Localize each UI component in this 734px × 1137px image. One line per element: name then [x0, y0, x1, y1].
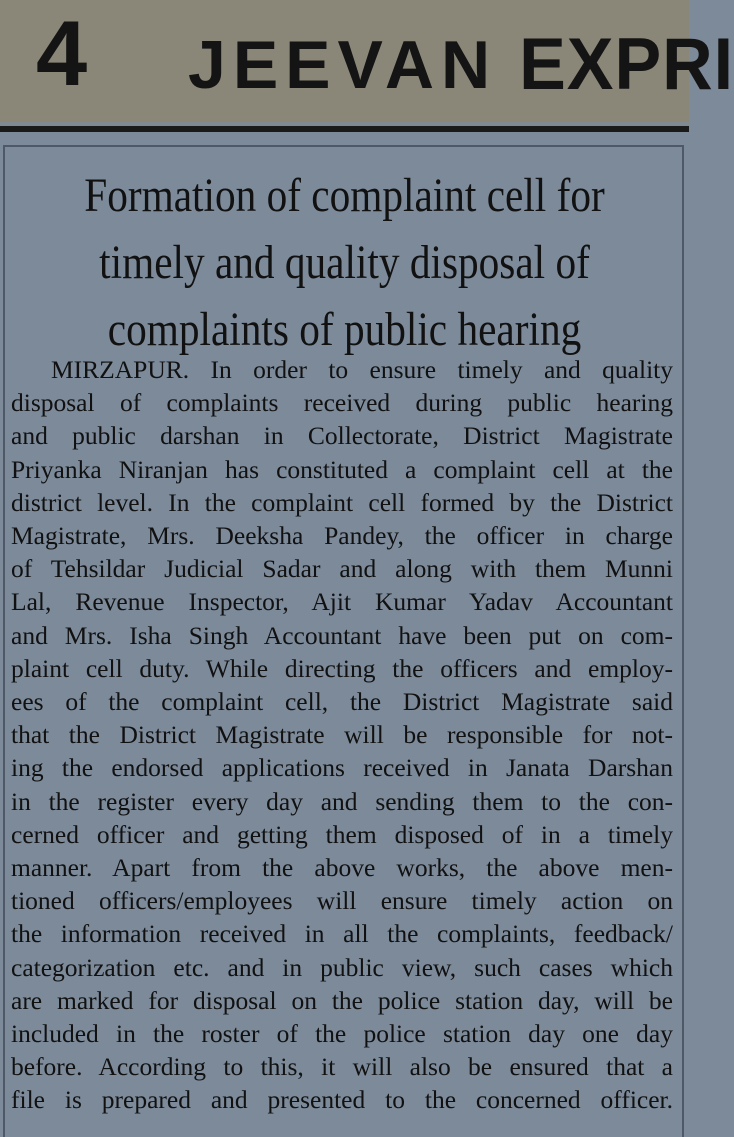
body-line: plaint cell duty. While directing the officers and employ- — [11, 653, 673, 683]
body-line: in the register every day and sending them to the con- — [11, 786, 673, 816]
newspaper-name — [188, 22, 734, 126]
body-line: cerned officer and getting them disposed of in a timely — [11, 819, 673, 849]
body-line: district level. In the complaint cell formed by the District — [11, 487, 673, 517]
article-headline — [48, 162, 641, 363]
body-line: tioned officers/employees will ensure timely action on — [11, 886, 673, 916]
body-line: ing the endorsed applications received in Janata Darshan — [11, 753, 673, 783]
masthead-rule — [0, 126, 689, 132]
body-line: manner. Apart from the above works, the above men- — [11, 853, 673, 883]
page-number: 4 — [36, 3, 88, 105]
headline-line: complaints of public hearing — [107, 303, 582, 356]
body-line: file is prepared and presented to the concerned officer. — [11, 1085, 673, 1115]
body-line: Priyanka Niranjan has constituted a complaint cell at the — [11, 454, 673, 484]
body-line: before. According to this, it will also be ensured that a — [11, 1052, 673, 1082]
masthead — [0, 0, 734, 122]
article-body — [11, 353, 673, 1117]
body-line: that the District Magistrate will be responsible for not- — [11, 720, 673, 750]
body-line: categorization etc. and in public view, such cases which — [11, 952, 673, 982]
newspaper-name-word2: EXPRI — [519, 23, 734, 105]
headline-line: timely and quality disposal of — [99, 236, 590, 289]
body-line: disposal of complaints received during public hearing — [11, 388, 673, 418]
body-line: MIRZAPUR. In order to ensure timely and quality — [51, 355, 673, 384]
body-line: Magistrate, Mrs. Deeksha Pandey, the officer in charge — [11, 521, 673, 551]
body-line: the information received in all the complaints, feedback/ — [11, 919, 673, 949]
headline-line: Formation of complaint cell for — [84, 169, 605, 222]
body-line: ees of the complaint cell, the District Magistrate said — [11, 687, 673, 717]
body-line: are marked for disposal on the police station day, will be — [11, 985, 673, 1015]
body-line: and public darshan in Collectorate, District Magistrate — [11, 421, 673, 451]
body-line: included in the roster of the police station day one day — [11, 1019, 673, 1049]
body-line: of Tehsildar Judicial Sadar and along with them Munni — [11, 554, 673, 584]
body-line: Lal, Revenue Inspector, Ajit Kumar Yadav Accountant — [11, 587, 673, 617]
newspaper-name-word1: JEEVAN — [188, 27, 498, 103]
body-line: and Mrs. Isha Singh Accountant have been put on com- — [11, 620, 673, 650]
